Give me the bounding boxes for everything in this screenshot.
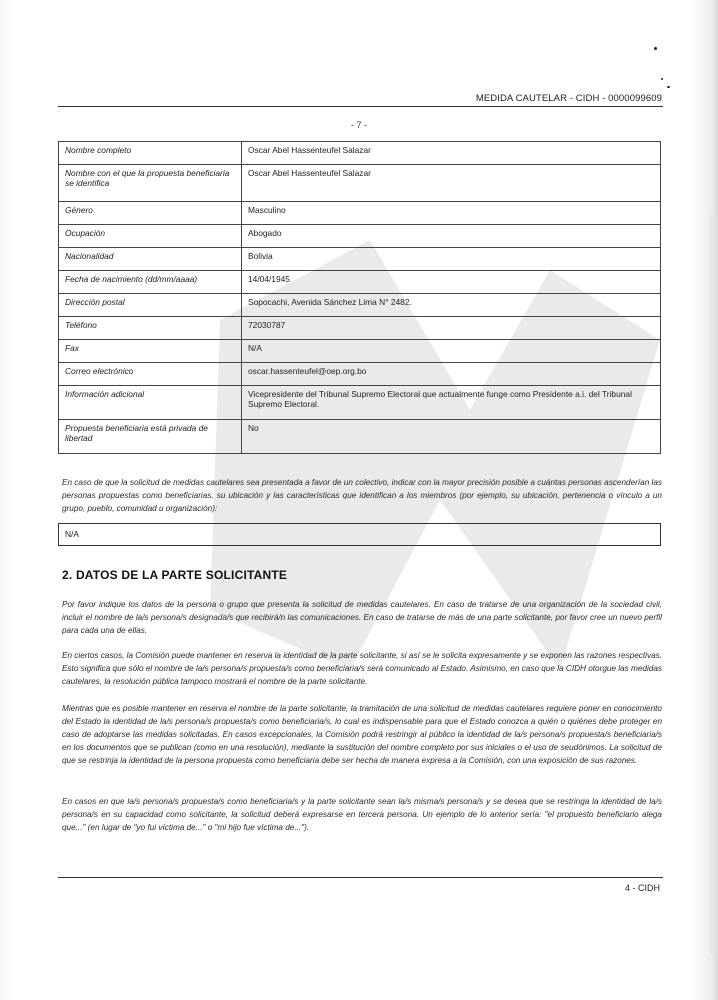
row-value: Oscar Abel Hassenteufel Salazar [242,142,661,165]
footer-rule [58,877,663,878]
row-label: Género [59,202,242,225]
row-label: Nombre completo [59,142,242,165]
row-value: Masculino [242,202,661,225]
header-rule [58,106,663,107]
row-label: Nacionalidad [59,248,242,271]
scan-speck [661,78,663,80]
document-reference: MEDIDA CAUTELAR - CIDH - 0000099609 [475,93,662,104]
scrollbar[interactable] [710,215,715,955]
table-row [59,386,661,420]
table-row [59,165,661,202]
section-paragraph: En ciertos casos, la Comisión puede mantener en reserva la identidad de la parte solicitante, si así se le solicita expresamente y se exponen las razones respectivas. Esto significa que sólo el nombre de la/s persona/s propuesta/s como beneficiaria/s será comunicado al Estado. Asimismo, en caso que la CIDH otorgue las medidas cautelares, la resolución pública tampoco mostrará el nombre de la parte solicitante. [62,651,662,686]
scan-speck [667,86,670,88]
row-value: Abogado [242,225,661,248]
table-row [59,294,661,317]
row-value: Vicepresidente del Tribunal Supremo Electoral que actualmente funge como Presidente a.i. del Tribunal Supremo Electoral. [242,386,661,420]
row-value: Sopocachi, Avenida Sánchez Lima N° 2482. [242,294,661,317]
section-paragraph: Mientras que es posible mantener en reserva el nombre de la parte solicitante, la tramitación de una solicitud de medidas cautelares requiere poner en conocimiento del Estado la identidad de la/s persona/s propuesta/s como beneficiaria/s, lo cual es indispensable para que el Estado conozca a quién o quiénes debe proteger en caso de adoptarse las medidas solicitadas. En casos excepcionales, la Comisión podrá restringir al público la identidad de la/s persona/s propuesta/s beneficiaria/s en los documentos que se publican (como en una resolución), mediante la sustitución del nombre completo por sus iniciales o el uso de seudónimos. La solicitud de que se restrinja la identidad de la persona propuesta como beneficiaria debe ser hecha de manera expresa a la Comisión, con una exposición de sus razones. [62,704,662,765]
scan-speck [654,47,657,50]
row-label: Propuesta beneficiaria está privada de libertad [59,420,242,454]
page-number: - 7 - [350,120,367,130]
table-row [59,340,661,363]
row-label: Teléfono [59,317,242,340]
collective-answer: N/A [58,523,661,546]
section-paragraph: En casos en que la/s persona/s propuesta/s como beneficiaria/s y la parte solicitante sean la/s misma/s persona/s y se desea que se restringa la identidad de la/s persona/s en su capacidad como solicitante, la solicitud deberá expresarse en tercera persona. Un ejemplo de lo anterior sería: "el propuesto beneficiario alega que..." (en lugar de "yo fui víctima de..." o "mi hijo fue víctima de..."). [62,797,662,832]
row-value: 72030787 [242,317,661,340]
row-label: Fecha de nacimiento (dd/mm/aaaa) [59,271,242,294]
row-value: N/A [242,340,661,363]
table-row [59,363,661,386]
section-title: 2. DATOS DE LA PARTE SOLICITANTE [62,568,288,582]
row-value: 14/04/1945 [242,271,661,294]
row-value: oscar.hassenteufel@oep.org.bo [242,363,661,386]
row-label: Fax [59,340,242,363]
row-value: Oscar Abel Hassenteufel Salazar [242,165,661,202]
row-value: Bolivia [242,248,661,271]
row-label: Ocupación [59,225,242,248]
collective-instruction: En caso de que la solicitud de medidas cautelares sea presentada a favor de un colectivo, indicar con la mayor precisión posible a cuántas personas ascenderían las personas propuestas como beneficiarias, su ubicación y las características que identifican a los miembros (por ejemplo, su ubicación, pertenencia o vínculo a un grupo, pueblo, comunidad u organización): [62,478,662,513]
table-row [59,142,661,165]
beneficiary-data-table [58,141,661,454]
table-row [59,202,661,225]
table-row [59,271,661,294]
table-row [59,420,661,454]
footer-label: 4 - CIDH [624,883,660,893]
section-paragraph: Por favor indique los datos de la persona o grupo que presenta la solicitud de medidas cautelares. En caso de tratarse de una organización de la sociedad civil, incluir el nombre de la/s persona/s designada/s que recibirá/n las comunicaciones. En caso de tratarse de más de una parte solicitante, por favor cree un nuevo perfil para cada una de ellas. [62,600,662,635]
table-row [59,317,661,340]
row-label: Correo electrónico [59,363,242,386]
row-label: Nombre con el que la propuesta beneficiaria se identifica [59,165,242,202]
row-value: No [242,420,661,454]
row-label: Información adicional [59,386,242,420]
table-row [59,225,661,248]
row-label: Dirección postal [59,294,242,317]
table-row [59,248,661,271]
